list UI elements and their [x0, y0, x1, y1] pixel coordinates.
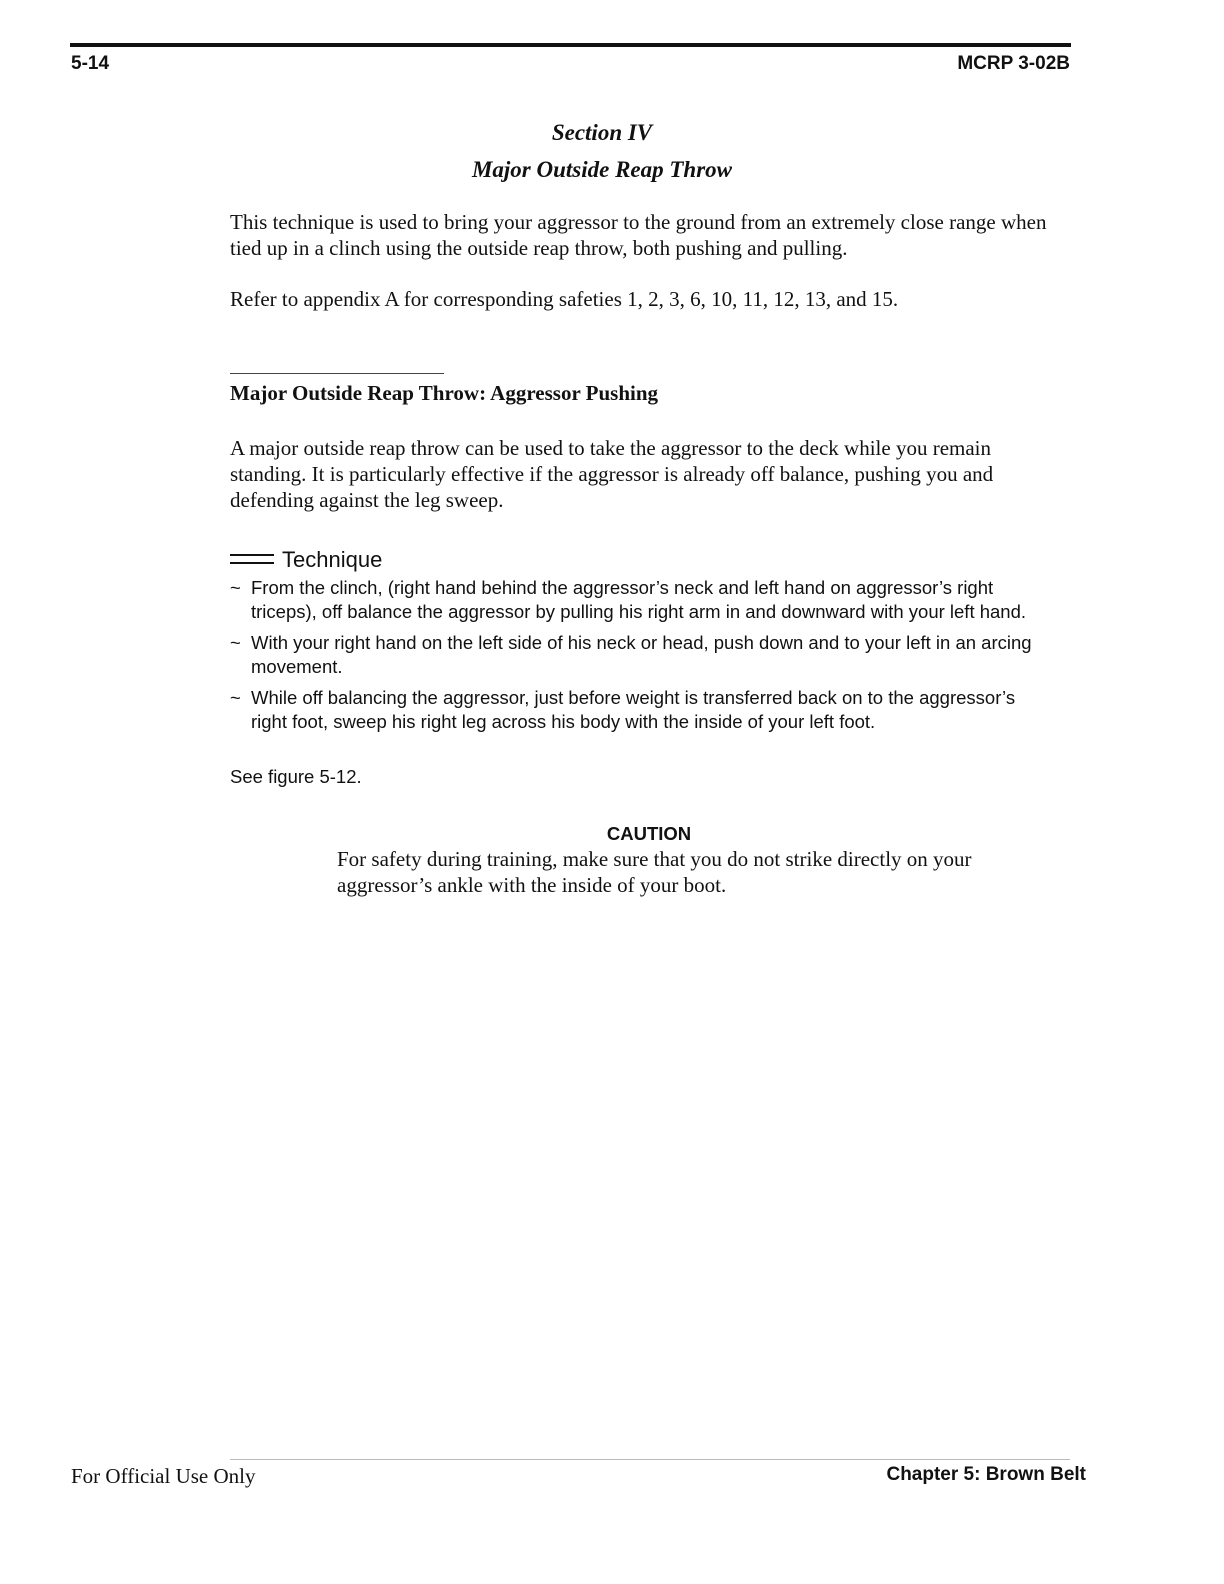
technique-marker-icon [230, 553, 274, 565]
technique-heading [230, 547, 382, 573]
technique-step-text: With your right hand on the left side of his neck or head, push down and to your left in an arcing movement. [251, 632, 1032, 677]
subsection-title: Major Outside Reap Throw: Aggressor Pushing [230, 381, 659, 405]
tilde-bullet-icon: ~ [230, 687, 241, 708]
technique-step-text: From the clinch, (right hand behind the aggressor’s neck and left hand on aggressor’s right triceps), off balance the aggressor by pulling his right arm in and downward with your left hand. [251, 577, 1027, 622]
caution-text: For safety during training, make sure that you do not strike directly on your aggressor’s ankle with the inside of your boot. [337, 847, 972, 897]
footer-classification: For Official Use Only [71, 1464, 256, 1488]
footer-chapter: Chapter 5: Brown Belt [886, 1464, 1086, 1485]
technique-steps [230, 576, 1050, 741]
subsection-paragraph: A major outside reap throw can be used to take the aggressor to the deck while you remain standing. It is particularly effective if the aggressor is already off balance, pushing you and defending against the leg sweep. [230, 436, 994, 512]
section-label: Section IV [551, 120, 653, 145]
subsection-rule [230, 373, 444, 374]
publication-id: MCRP 3-02B [957, 53, 1070, 74]
technique-step [230, 631, 1050, 679]
technique-heading-label: Technique [282, 547, 383, 572]
header-rule [70, 43, 1071, 47]
footer-rule [230, 1459, 1070, 1460]
page-number: 5-14 [71, 53, 110, 74]
figure-reference: See figure 5-12. [230, 766, 362, 787]
tilde-bullet-icon: ~ [230, 577, 241, 598]
safeties-reference: Refer to appendix A for corresponding safeties 1, 2, 3, 6, 10, 11, 12, 13, and 15. [230, 287, 899, 311]
caution-heading: CAUTION [606, 823, 692, 844]
tilde-bullet-icon: ~ [230, 632, 241, 653]
section-title: Major Outside Reap Throw [471, 157, 733, 182]
technique-step-text: While off balancing the aggressor, just before weight is transferred back on to the aggressor’s right foot, sweep his right leg across his body with the inside of your left foot. [251, 687, 1016, 732]
intro-paragraph: This technique is used to bring your aggressor to the ground from an extremely close range when tied up in a clinch using the outside reap throw, both pushing and pulling. [230, 210, 1047, 260]
technique-step [230, 576, 1050, 624]
technique-step [230, 686, 1050, 734]
